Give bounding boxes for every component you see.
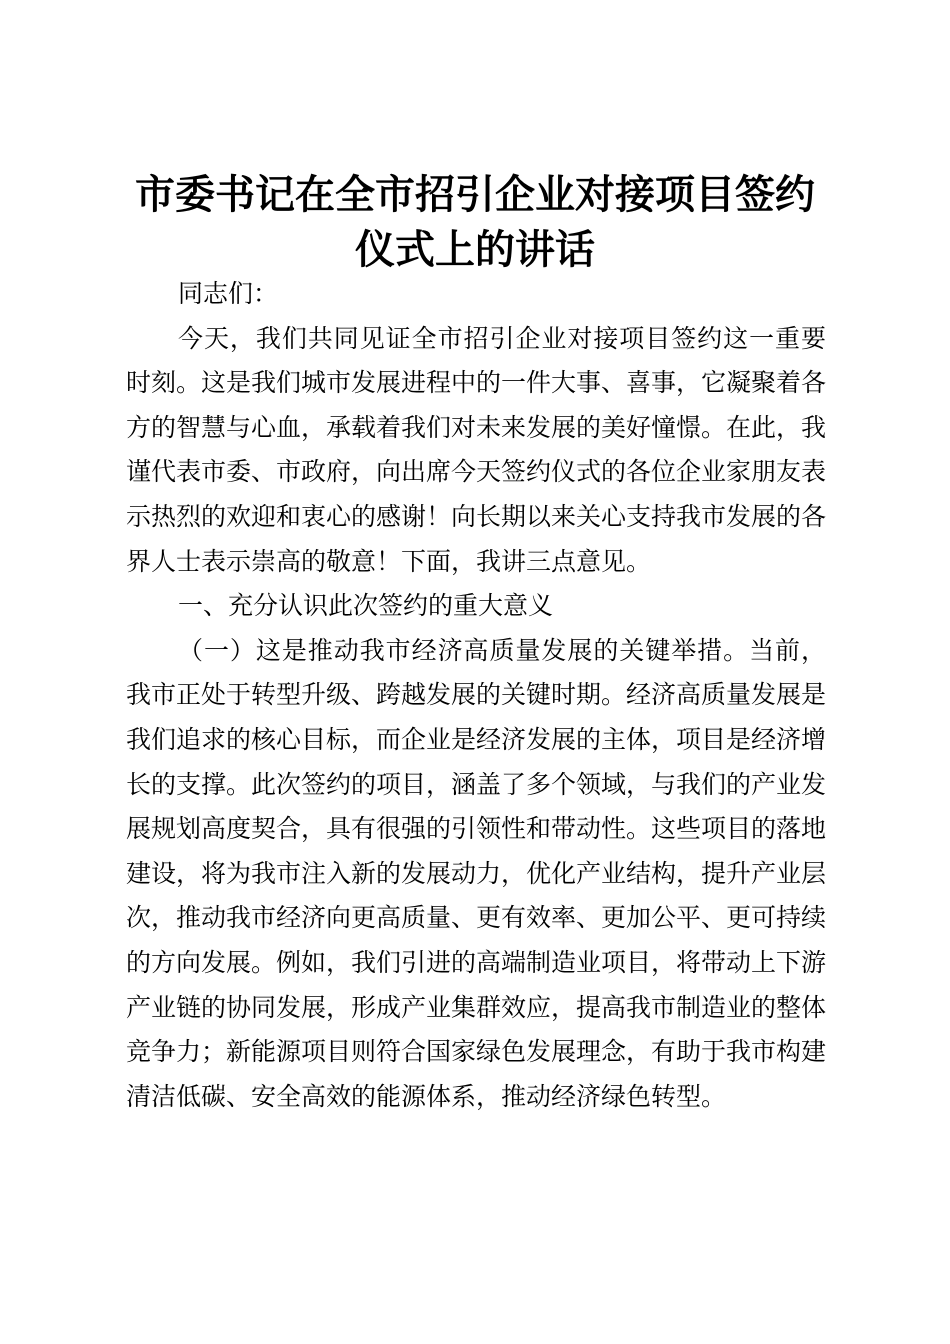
document-title: 市委书记在全市招引企业对接项目签约仪式上的讲话 [135, 172, 815, 273]
document-body [126, 272, 826, 1119]
salutation: 同志们： [178, 279, 279, 308]
body-paragraph-1-1: （一）这是推动我市经济高质量发展的关键举措。当前，我市正处于转型升级、跨越发展的关键时期。经济高质量发展是我们追求的核心目标，而企业是经济发展的主体，项目是经济增长的支撑。此次签约的项目，涵盖了多个领域，与我们的产业发展规划高度契合，具有很强的引领性和带动性。这些项目的落地建设，将为我市注入新的发展动力，优化产业结构，提升产业层次，推动我市经济向更高质量、更有效率、更加公平、更可持续的方向发展。例如，我们引进的高端制造业项目，将带动上下游产业链的协同发展，形成产业集群效应，提高我市制造业的整体竞争力；新能源项目则符合国家绿色发展理念，有助于我市构建清洁低碳、安全高效的能源体系，推动经济绿色转型。 [126, 635, 827, 1111]
section-heading-1: 一、充分认识此次签约的重大意义 [178, 591, 554, 621]
body-paragraph-opening: 今天，我们共同见证全市招引企业对接项目签约这一重要时刻。这是我们城市发展进程中的一件大事、喜事，它凝聚着各方的智慧与心血，承载着我们对未来发展的美好憧憬。在此，我谨代表市委、市政府，向出席今天签约仪式的各位企业家朋友表示热烈的欢迎和衷心的感谢！向长期以来关心支持我市发展的各界人士表示崇高的敬意！下面，我讲三点意见。 [126, 323, 827, 576]
